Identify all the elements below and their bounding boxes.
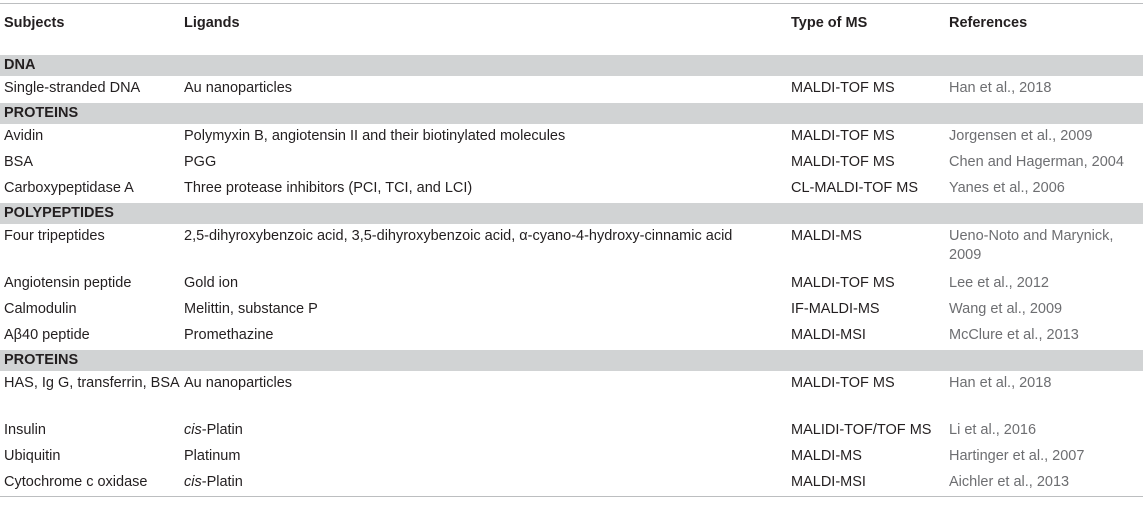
header-ligands: Ligands bbox=[184, 15, 240, 31]
cell-reference: Jorgensen et al., 2009 bbox=[949, 128, 1093, 144]
cell-ms-type: MALDI-MSI bbox=[791, 327, 866, 343]
header-subjects: Subjects bbox=[4, 15, 65, 31]
cell-subject: Carboxypeptidase A bbox=[4, 180, 134, 196]
cell-subject: Angiotensin peptide bbox=[4, 275, 132, 291]
cell-subject: Ubiquitin bbox=[4, 448, 61, 464]
cell-ligand: Promethazine bbox=[184, 327, 274, 343]
cell-subject: Four tripeptides bbox=[4, 228, 105, 244]
cell-ms-type: MALDI-TOF MS bbox=[791, 128, 895, 144]
table-row bbox=[0, 297, 1143, 323]
cell-reference: Li et al., 2016 bbox=[949, 422, 1037, 438]
section-title: PROTEINS bbox=[4, 105, 79, 121]
cell-reference: Lee et al., 2012 bbox=[949, 275, 1049, 291]
table-header-row bbox=[0, 4, 1143, 54]
section-title: PROTEINS bbox=[4, 352, 79, 368]
cell-ligand: Platinum bbox=[184, 448, 241, 464]
section-title: DNA bbox=[4, 57, 36, 73]
cell-ligand: Au nanoparticles bbox=[184, 80, 293, 96]
data-table bbox=[0, 3, 1143, 497]
cell-reference: McClure et al., 2013 bbox=[949, 327, 1079, 343]
table-row bbox=[0, 271, 1143, 297]
cell-subject: Calmodulin bbox=[4, 301, 77, 317]
cell-ligand: Three protease inhibitors (PCI, TCI, and LCI) bbox=[184, 180, 473, 196]
header-references: References bbox=[949, 15, 1028, 31]
cell-ms-type: MALDI-TOF MS bbox=[791, 275, 895, 291]
table-row bbox=[0, 124, 1143, 150]
cell-ligand: Au nanoparticles bbox=[184, 375, 293, 391]
cell-ligand bbox=[184, 418, 784, 440]
table-bottom-rule bbox=[0, 496, 1143, 497]
cell-ms-type: MALDI-MS bbox=[791, 448, 862, 464]
cell-ms-type: MALDI-MS bbox=[791, 228, 862, 244]
cell-ms-type: MALDI-TOF MS bbox=[791, 80, 895, 96]
section-title: POLYPEPTIDES bbox=[4, 205, 114, 221]
section-header-polypeptides bbox=[0, 202, 1143, 224]
cell-ligand: Melittin, substance P bbox=[184, 301, 318, 317]
table-row bbox=[0, 470, 1143, 496]
cell-subject: Single-stranded DNA bbox=[4, 80, 141, 96]
table-row bbox=[0, 418, 1143, 444]
section-header-proteins bbox=[0, 102, 1143, 124]
cell-reference: Wang et al., 2009 bbox=[949, 301, 1063, 317]
cell-ms-type: MALIDI-TOF/TOF MS bbox=[791, 422, 932, 438]
section-header-dna bbox=[0, 54, 1143, 76]
ligand-italic-prefix: cis bbox=[184, 422, 202, 438]
table-row bbox=[0, 224, 1143, 271]
cell-ligand: Gold ion bbox=[184, 275, 239, 291]
cell-ms-type: MALDI-MSI bbox=[791, 474, 866, 490]
cell-ligand: PGG bbox=[184, 154, 217, 170]
ligand-italic-prefix: cis bbox=[184, 474, 202, 490]
cell-ligand bbox=[184, 470, 784, 492]
table-row bbox=[0, 176, 1143, 202]
cell-reference: Han et al., 2018 bbox=[949, 375, 1052, 391]
cell-reference: Han et al., 2018 bbox=[949, 80, 1052, 96]
table-row bbox=[0, 76, 1143, 102]
section-header-proteins bbox=[0, 349, 1143, 371]
cell-reference: Hartinger et al., 2007 bbox=[949, 448, 1085, 464]
ligand-suffix: -Platin bbox=[201, 474, 243, 490]
cell-ligand: Polymyxin B, angiotensin II and their biotinylated molecules bbox=[184, 128, 566, 144]
cell-subject: Insulin bbox=[4, 422, 46, 438]
table-row bbox=[0, 444, 1143, 470]
ligand-suffix: -Platin bbox=[201, 422, 243, 438]
cell-reference: Aichler et al., 2013 bbox=[949, 474, 1070, 490]
cell-ms-type: MALDI-TOF MS bbox=[791, 154, 895, 170]
cell-reference: Ueno-Noto and Marynick, 2009 bbox=[949, 228, 1114, 263]
cell-ligand: 2,5-dihyroxybenzoic acid, 3,5-dihyroxybenzoic acid, α-cyano-4-hydroxy-cinnamic acid bbox=[184, 228, 733, 244]
cell-subject: Aβ40 peptide bbox=[4, 327, 90, 343]
table-row bbox=[0, 323, 1143, 349]
cell-ms-type: IF-MALDI-MS bbox=[791, 301, 880, 317]
cell-subject: HAS, Ig G, transferrin, BSA bbox=[4, 375, 180, 391]
cell-ms-type: CL-MALDI-TOF MS bbox=[791, 180, 919, 196]
cell-reference: Yanes et al., 2006 bbox=[949, 180, 1065, 196]
cell-reference: Chen and Hagerman, 2004 bbox=[949, 154, 1124, 170]
table-row bbox=[0, 150, 1143, 176]
cell-subject: Cytochrome c oxidase bbox=[4, 474, 148, 490]
cell-subject: BSA bbox=[4, 154, 34, 170]
header-type-of-ms: Type of MS bbox=[791, 15, 868, 31]
cell-ms-type: MALDI-TOF MS bbox=[791, 375, 895, 391]
cell-subject: Avidin bbox=[4, 128, 44, 144]
table-row bbox=[0, 371, 1143, 418]
